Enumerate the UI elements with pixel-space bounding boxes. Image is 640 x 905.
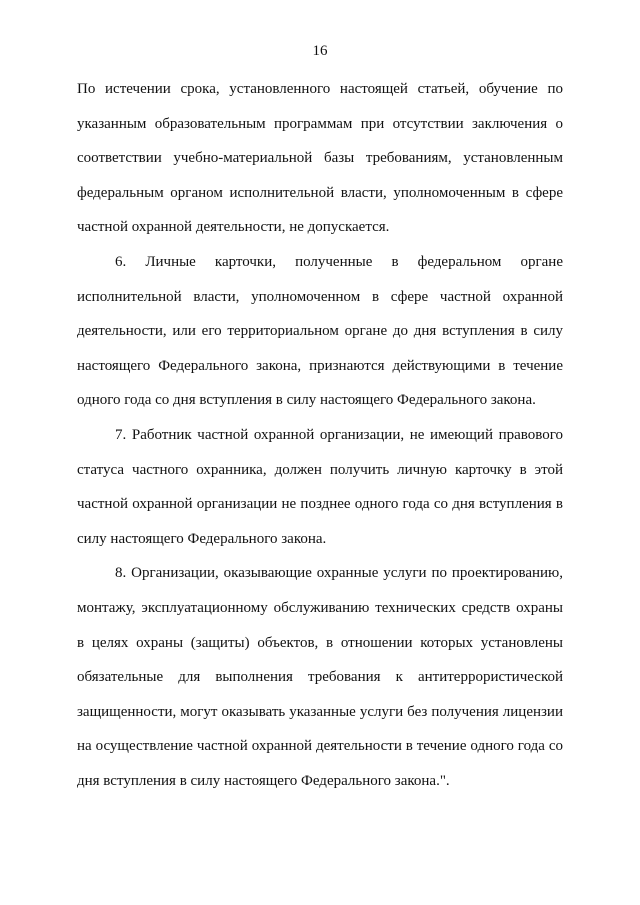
document-body	[77, 72, 563, 798]
paragraph-continuation: По истечении срока, установленного настоящей статьей, обучение по указанным образовательным программам при отсутствии заключения о соответствии учебно-материальной базы требованиям, установленным федеральным органом исполнительной власти, уполномоченным в сфере частной охранной деятельности, не допускается.	[77, 81, 563, 236]
paragraph-item-6: 6. Личные карточки, полученные в федеральном органе исполнительной власти, уполномоченном в сфере частной охранной деятельности, или его территориальном органе до дня вступления в силу настоящего Федерального закона, признаются действующими в течение одного года со дня вступления в силу настоящего Федерального закона.	[77, 253, 563, 409]
paragraph-item-7: 7. Работник частной охранной организации, не имеющий правового статуса частного охранника, должен получить личную карточку в этой частной охранной организации не позднее одного года со дня вступления в силу настоящего Федерального закона.	[77, 426, 563, 547]
paragraph-item-8: 8. Организации, оказывающие охранные услуги по проектированию, монтажу, эксплуатационному обслуживанию технических средств охраны в целях охраны (защиты) объектов, в отношении которых установлены обязательные для выполнения требования к антитеррористической защищенности, могут оказывать указанные услуги без получения лицензии на осуществление частной охранной деятельности в течение одного года со дня вступления в силу настоящего Федерального закона.".	[77, 565, 563, 789]
page-number: 16	[312, 43, 328, 59]
